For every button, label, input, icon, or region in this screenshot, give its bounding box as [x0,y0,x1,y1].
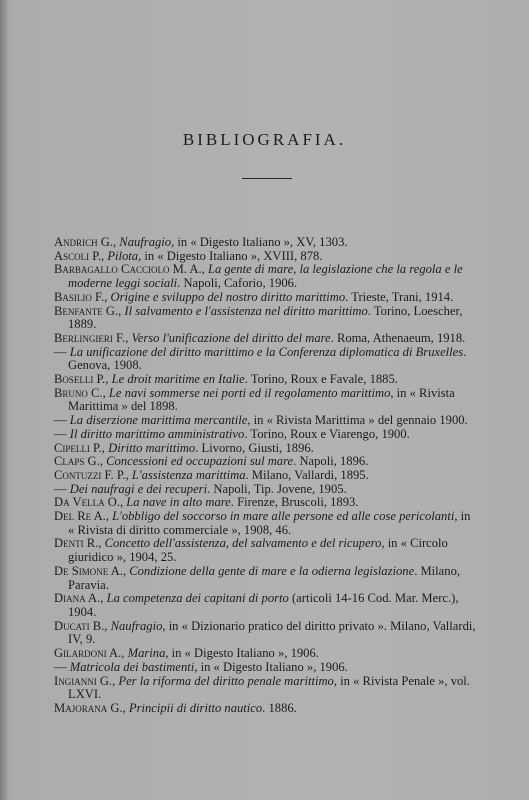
bibliography-entry [54,537,479,564]
entry-work-title: Concessioni ed occupazioni sul mare [106,454,294,469]
bibliography-entry [54,469,479,483]
entry-text: , [118,303,125,318]
entry-author: Basilio F. [54,289,105,304]
entry-text: , [102,385,109,400]
entry-author: Da Vella O. [54,495,120,510]
entry-author: Claps G. [54,454,100,469]
entry-text: . Torino, Roux e Viarengo, 1900. [244,426,410,441]
bibliography-entry [54,702,479,716]
entry-text: , [113,235,120,249]
entry-text: — [54,659,70,674]
entry-work-title: La gente di mare, la legislazione che la regola e le moderne leggi sociali [68,262,463,291]
entry-text: , in « Rivista Marittima » del gennaio 1900. [247,413,468,428]
entry-text: . Torino, Roux e Favale, 1885. [244,372,398,387]
entry-text: . Livorno, Giusti, 1896. [195,440,314,455]
entry-author: Cipelli P. [54,440,102,455]
entry-text: , in « Circolo giuridico », 1904, 25. [68,536,448,565]
title-divider [242,178,292,179]
bibliography-list [54,236,479,716]
page-binding-edge [0,0,8,800]
entry-text: , [105,509,113,524]
entry-text: , in « Digesto Italiano », XVIII, 878. [138,248,323,263]
entry-author: Benfante G. [54,303,119,318]
bibliography-entry [54,346,479,373]
entry-text: , [98,536,105,551]
entry-work-title: Diritto marittimo [108,440,196,455]
entry-author: Bruno C. [54,385,103,400]
bibliography-entry [54,236,479,250]
entry-text: . Trieste, Trani, 1914. [345,289,454,304]
bibliography-entry [54,510,479,537]
entry-text: . Firenze, Bruscoli, 1893. [230,495,359,510]
entry-work-title: La nave in alto mare [126,495,231,510]
entry-text: , [201,262,208,277]
entry-text: , in « Dizionario pratico del diritto privato ». Milano, Vallardi, IV, 9. [68,618,476,647]
bibliography-entry [54,675,479,702]
entry-work-title: Principii di diritto nautico [128,700,263,715]
entry-text: , [104,618,111,633]
entry-text: , in « Rivista di diritto commerciale », 1908, 46. [68,509,471,537]
entry-text: . 1886. [262,700,297,715]
entry-text: , [112,673,119,688]
entry-work-title: Origine e sviluppo del nostro diritto marittimo [110,289,346,304]
entry-work-title: Il salvamento e l'assistenza nel diritto marittimo [124,303,368,318]
entry-author: Denti R. [54,536,99,551]
bibliography-entry [54,661,479,675]
entry-text: . Roma, Athenaeum, 1918. [330,330,466,345]
entry-author: Gilardoni A. [54,646,122,661]
entry-text: , [120,495,127,510]
entry-text: , in « Rivista Penale », vol. LXVI. [68,673,470,702]
entry-work-title: Il diritto marittimo amministrativo [69,426,245,441]
entry-text: — [54,344,70,359]
entry-text: — [54,413,70,428]
bibliography-entry [54,414,479,428]
entry-work-title: Pilota [107,248,139,263]
bibliography-entry [54,620,479,647]
entry-work-title: Marina [127,646,166,661]
entry-author: Ingianni G. [54,673,113,688]
entry-text: . Torino, Loescher, 1889. [68,303,463,332]
entry-work-title: Condizione della gente di mare e la odierna legislazione [129,563,415,578]
bibliography-entry [54,387,479,414]
bibliography-entry [54,483,479,497]
bibliography-entry [54,647,479,661]
entry-text: , [101,440,109,455]
bibliography-entry [54,263,479,290]
entry-text: , [122,700,129,715]
entry-text: , [125,330,132,345]
entry-author: Ascoli P. [54,248,102,263]
entry-work-title: Naufragio [110,618,163,633]
entry-work-title: L'obbligo del soccorso in mare alle persone ed alle cose pericolanti [112,509,455,524]
entry-author: Barbagallo Cacciolo M. A. [54,262,202,277]
entry-text: , [105,372,112,387]
bibliography-entry [54,428,479,442]
entry-work-title: Naufragio [119,235,172,249]
entry-author: Contuzzi F. P. [54,467,126,482]
entry-work-title: L'assistenza marittima [131,467,246,482]
entry-text: — [54,481,70,496]
entry-work-title: La competenza dei capitani di porto [106,591,289,606]
bibliography-entry [54,305,479,332]
entry-author: Berlingieri F. [54,330,126,345]
entry-work-title: Verso l'unificazione del diritto del mare [131,330,331,345]
entry-text: , [99,454,107,469]
entry-text: . Napoli, Tip. Jovene, 1905. [207,481,347,496]
bibliography-entry [54,250,479,264]
entry-author: Del Re A. [54,509,106,524]
bibliography-entry [54,291,479,305]
entry-text: , in « Digesto Italiano », 1906. [165,646,319,661]
entry-author: Ducati B. [54,618,105,633]
entry-work-title: Concetto dell'assistenza, del salvamento e del ricupero [104,536,382,551]
entry-text: , in « Rivista Marittima » del 1898. [68,385,455,414]
entry-author: Andrich G. [54,235,113,249]
entry-text: . Milano, Vallardi, 1895. [245,467,369,482]
bibliography-entry [54,455,479,469]
entry-text: , [121,646,128,661]
entry-author: Diana A. [54,591,101,606]
bibliography-entry [54,592,479,619]
entry-text: , [100,591,107,606]
bibliography-entry [54,373,479,387]
bibliography-entry [54,496,479,510]
entry-text: , [122,563,130,578]
entry-text: — [54,426,70,441]
entry-text: . Napoli, 1896. [293,454,369,469]
entry-work-title: Dei naufragi e dei recuperi [69,481,208,496]
entry-text: . Genova, 1908. [68,344,467,373]
page-title: BIBLIOGRAFIA. [182,130,347,149]
entry-text: . Milano, Paravia. [68,563,461,592]
bibliography-entry [54,565,479,592]
entry-work-title: La unificazione del diritto marittimo e la Conferenza diplomatica di Bruxelles [69,344,464,359]
entry-text: , in « Digesto Italiano », XV, 1303. [171,235,348,249]
entry-work-title: Le droit maritime en Italie [111,372,245,387]
entry-text: , [104,289,111,304]
entry-text: . Napoli, Caforio, 1906. [177,276,298,291]
entry-author: Boselli P. [54,372,106,387]
entry-work-title: La diserzione marittima mercantile [69,413,248,428]
entry-work-title: Le navi sommerse nei porti ed il regolamento marittimo [108,385,391,400]
entry-text: , [101,248,108,263]
entry-text: , [125,467,132,482]
entry-work-title: Per la riforma del diritto penale marittimo [118,673,334,688]
entry-work-title: Matricola dei bastimenti [69,659,195,674]
entry-text: (articoli 14-16 Cod. Mar. Merc.), 1904. [68,591,459,619]
bibliography-entry [54,332,479,346]
entry-text: , in « Digesto Italiano », 1906. [194,659,348,674]
entry-author: Majorana G. [54,700,123,715]
entry-author: De Simone A. [54,563,123,578]
bibliography-entry [54,442,479,456]
